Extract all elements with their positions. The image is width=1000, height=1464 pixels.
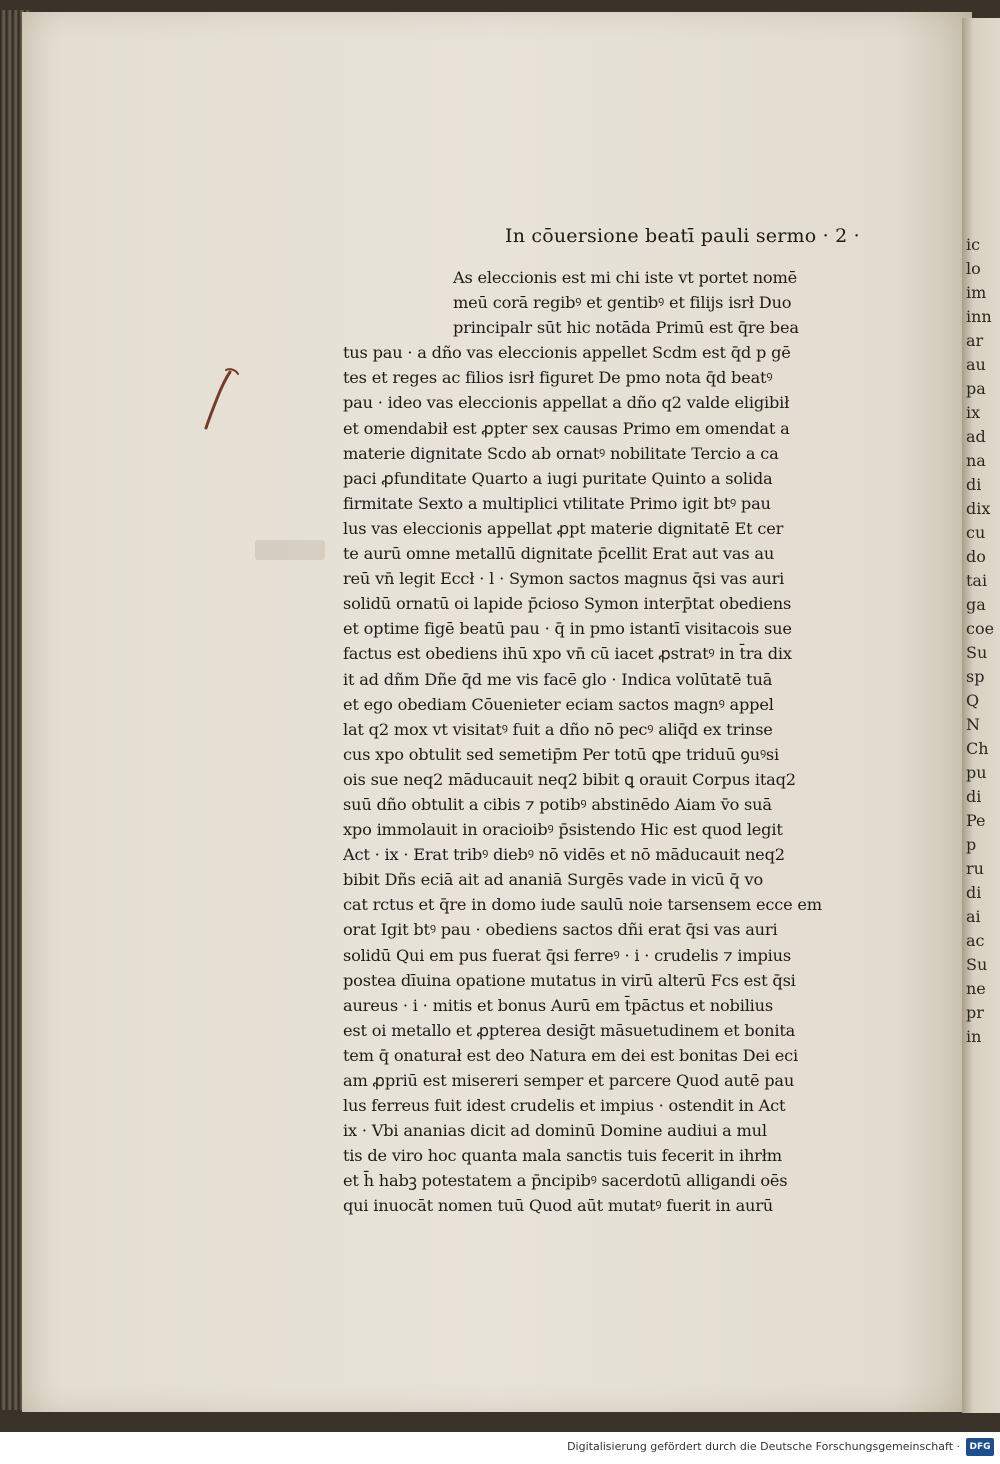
facing-page-fragment: ix	[966, 403, 981, 422]
text-line: est oi metallo et ꝓpterea desiḡt māsuetudinem et bonita	[343, 1020, 796, 1040]
text-line: suū dño obtulit a cibis ⁊ potibꝰ abstinēdo Aiam v̄o suā	[343, 794, 772, 814]
text-line: paci ꝓfunditate Quarto a iugi puritate Quinto a solida	[343, 468, 773, 488]
text-line: cus xpo obtulit sed semetip̄m Per totū ꝗpe triduū ꝯuꝰsi	[343, 744, 780, 764]
facing-page-fragment: Pe	[966, 811, 986, 830]
facing-page-fragment: pu	[966, 763, 987, 782]
text-line: materie dignitate Scdo ab ornatꝰ nobilitate Tercio a ca	[343, 443, 779, 463]
facing-page-fragment: coe	[966, 619, 995, 638]
facing-page-fragment: cu	[966, 523, 986, 542]
facing-page-fragment: do	[966, 547, 986, 566]
text-line: principalr sūt hic notāda Primū est q̄re bea	[453, 318, 799, 338]
text-line: cat rctus et q̄re in domo iude saulū noie tarsensem ecce em	[343, 895, 822, 915]
text-line: firmitate Sexto a multiplici vtilitate Primo igit btꝰ pau	[343, 493, 771, 513]
facing-page-fragment: im	[966, 283, 987, 302]
text-line: et h̄ habꝫ potestatem a p̄ncipibꝰ sacerdotū alligandi oēs	[343, 1171, 788, 1191]
text-line: aureus · i · mitis et bonus Aurū em t̄pāctus et nobilius	[343, 995, 773, 1015]
facing-page-fragment: di	[966, 883, 982, 902]
facing-page-fragment: tai	[966, 571, 988, 590]
text-line: et ego obediam Cōuenieter eciam sactos magnꝰ appel	[343, 694, 774, 714]
text-line: tus pau · a dño vas eleccionis appellet Scdm est q̄d p gē	[343, 343, 791, 363]
facing-page-fragment: ac	[966, 931, 985, 950]
facing-page-fragment: Ch	[966, 739, 989, 758]
text-line: xpo immolauit in oracioibꝰ p̄sistendo Hic est quod legit	[343, 820, 783, 840]
text-line: tes et reges ac filios isrł figuret De pmo nota q̄d beatꝰ	[343, 368, 773, 388]
facing-page	[962, 18, 1000, 1413]
facing-page-fragment: ru	[966, 859, 984, 878]
facing-page-fragment: inn	[966, 307, 992, 326]
text-line: meū corā regibꝰ et gentibꝰ et filijs isrł Duo	[453, 293, 792, 313]
text-line: tis de viro hoc quanta mala sanctis tuis fecerit in ihrłm	[343, 1146, 782, 1166]
facing-page-fragment: ad	[966, 427, 986, 446]
text-line: et omendabił est ꝓpter sex causas Primo em omendat a	[343, 418, 790, 438]
facing-page-fragment: Q	[966, 691, 980, 710]
facing-page-fragment: ic	[966, 235, 981, 254]
text-line: tem q̄ onaturał est deo Natura em dei est bonitas Dei eci	[343, 1045, 798, 1065]
text-line: te aurū omne metallū dignitate p̄cellit Erat aut vas au	[343, 544, 775, 564]
text-line: postea dīuina opatione mutatus in virū alterū Fcs est q̄si	[343, 970, 796, 990]
facing-page-fragment: di	[966, 787, 982, 806]
text-line: factus est obediens ihū xpo vn̄ cū iacet ꝓstratꝰ in t̄ra dix	[343, 644, 792, 664]
text-line: orat Igit btꝰ pau · obediens sactos dñi erat q̄si vas auri	[343, 920, 778, 940]
facing-page-fragment: ai	[966, 907, 981, 926]
footer-bar	[0, 1432, 1000, 1464]
text-line: ois sue neq2 māducauit neq2 bibit ꝗ orauit Corpus itaq2	[343, 769, 796, 789]
facing-page-fragment: na	[966, 451, 986, 470]
text-line: solidū Qui em pus fuerat q̄si ferreꝰ · i · crudelis ⁊ impius	[343, 945, 791, 965]
text-line: am ꝓpriū est misereri semper et parcere Quod autē pau	[343, 1071, 795, 1090]
facing-page-fragment: Su	[966, 643, 988, 662]
text-line: ix · Vbi ananias dicit ad dominū Domine audiui a mul	[343, 1121, 767, 1141]
text-line: lus vas eleccionis appellat ꝓpt materie dignitatē Et cer	[343, 518, 784, 538]
dfg-logo-icon: DFG	[966, 1438, 994, 1456]
running-head: In cōuersione beatī pauli sermo · 2 ·	[505, 225, 860, 247]
facing-page-fragment: N	[966, 715, 980, 734]
text-line: solidū ornatū oi lapide p̄cioso Symon interp̄tat obediens	[343, 594, 792, 614]
facing-page-fragment: lo	[966, 259, 981, 278]
facing-page-fragment: ne	[966, 979, 986, 998]
text-line: pau · ideo vas eleccionis appellat a dño q2 valde eligibił	[343, 393, 790, 413]
facing-page-fragment: pr	[966, 1003, 984, 1022]
footer-credit: Digitalisierung gefördert durch die Deutsche Forschungsgemeinschaft ·	[567, 1440, 960, 1453]
facing-page-fragment: dix	[966, 499, 991, 518]
facing-page-fragment: pa	[966, 379, 986, 398]
text-line: qui inuocāt nomen tuū Quod aūt mutatꝰ fuerit in aurū	[343, 1196, 774, 1216]
facing-page-fragment: p	[966, 835, 977, 854]
text-line: reū vn̄ legit Eccł · l · Symon sactos magnus q̄si vas auri	[343, 569, 785, 589]
ink-mark-icon	[196, 366, 246, 436]
text-line: lus ferreus fuit idest crudelis et impius · ostendit in Act	[343, 1096, 786, 1116]
facing-page-fragment: in	[966, 1027, 982, 1046]
facing-page-fragment: sp	[966, 667, 985, 686]
facing-page-fragment: di	[966, 475, 982, 494]
text-line: As eleccionis est mi chi iste vt portet nomē	[453, 268, 798, 287]
text-line: et optime figē beatū pau · q̄ in pmo istantī visitacois sue	[343, 619, 792, 639]
facing-page-fragment: au	[966, 355, 986, 374]
facing-page-fragment: ga	[966, 595, 986, 614]
text-line: lat q2 mox vt visitatꝰ fuit a dño nō pecꝰ aliq̄d ex trinse	[343, 719, 773, 739]
facing-page-fragment: ar	[966, 331, 984, 350]
text-line: bibit Dñs eciā ait ad ananiā Surgēs vade in vicū q̄ vo	[343, 870, 764, 890]
facing-page-fragment: Su	[966, 955, 988, 974]
faint-marginal-note	[255, 540, 325, 560]
main-text-block	[343, 265, 873, 1219]
text-line: it ad dñm Dñe q̄d me vis facē glo · Indica volūtatē tuā	[343, 669, 773, 689]
text-line: Act · ix · Erat tribꝰ diebꝰ nō vidēs et nō māducauit neq2	[343, 845, 785, 865]
